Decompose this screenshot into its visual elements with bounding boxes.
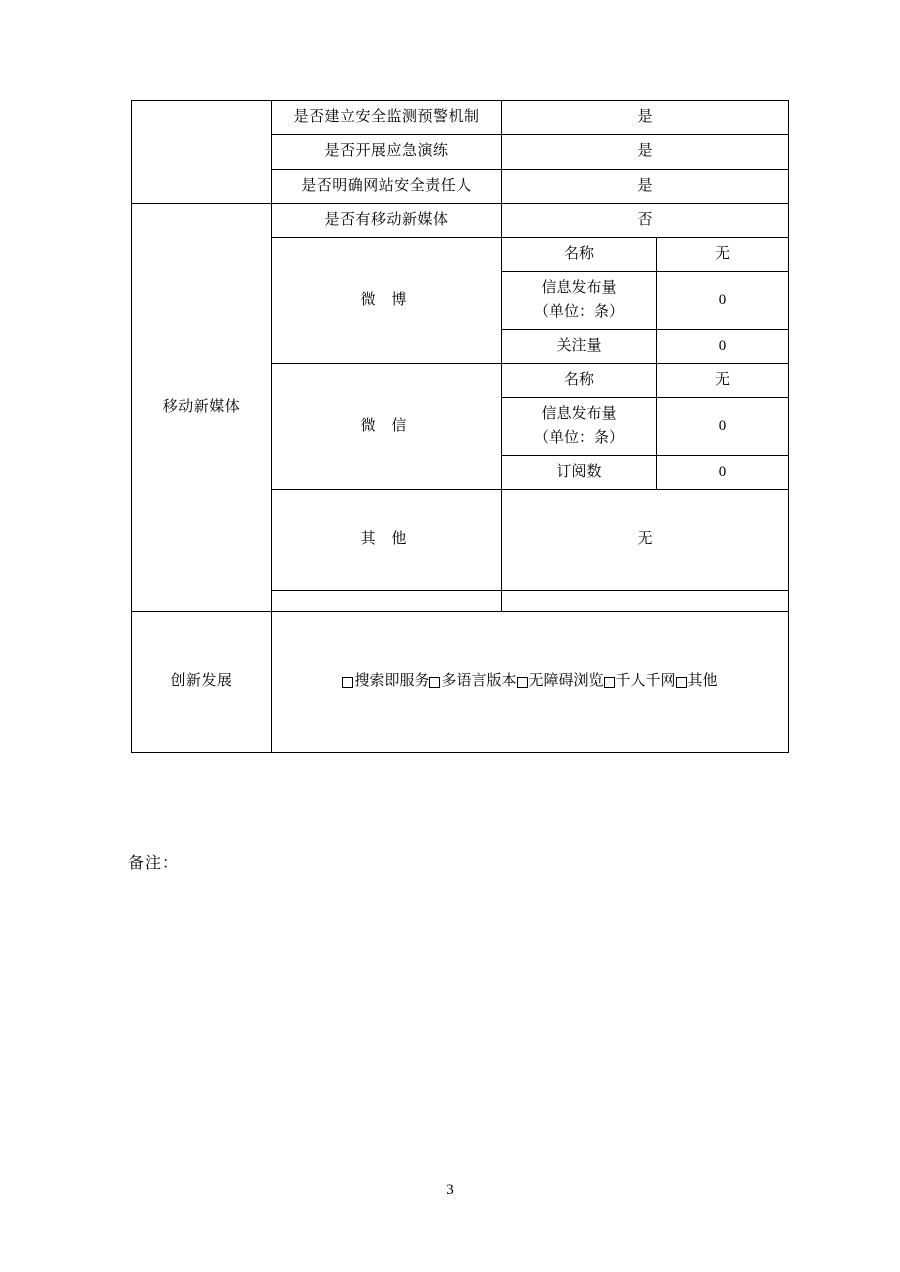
weibo-item-name-1: 名称 bbox=[502, 238, 657, 272]
page-number: 3 bbox=[446, 1182, 454, 1198]
other-media-label: 其 他 bbox=[272, 490, 502, 591]
checkbox-icon[interactable] bbox=[676, 677, 687, 688]
weixin-label: 微 信 bbox=[272, 364, 502, 490]
innovation-option-3-label: 无障碍浏览 bbox=[528, 673, 604, 690]
has-mobile-media-question: 是否有移动新媒体 bbox=[272, 203, 502, 237]
weixin-item-name-2-line1: 信息发布量 bbox=[541, 406, 617, 423]
table-row bbox=[132, 612, 789, 753]
innovation-option-2-label: 多语言版本 bbox=[441, 673, 517, 690]
weibo-item-value-2: 0 bbox=[657, 272, 789, 330]
security-answer-1: 是 bbox=[502, 101, 789, 135]
weibo-item-name-2-line2: （单位：条） bbox=[533, 303, 624, 320]
checkbox-icon[interactable] bbox=[517, 677, 528, 688]
weibo-label: 微 博 bbox=[272, 238, 502, 364]
weibo-item-value-3: 0 bbox=[657, 329, 789, 363]
table-row bbox=[132, 203, 789, 237]
checkbox-icon[interactable] bbox=[604, 677, 615, 688]
report-table bbox=[131, 100, 789, 753]
weibo-item-name-3: 关注量 bbox=[502, 329, 657, 363]
security-answer-3: 是 bbox=[502, 169, 789, 203]
remark-label: 备注： bbox=[128, 855, 180, 872]
has-mobile-media-answer: 否 bbox=[502, 203, 789, 237]
weixin-item-name-3: 订阅数 bbox=[502, 455, 657, 489]
weixin-item-name-2-line2: （单位：条） bbox=[533, 429, 624, 446]
weixin-item-value-2: 0 bbox=[657, 398, 789, 456]
weixin-item-value-3: 0 bbox=[657, 455, 789, 489]
innovation-option-4-label: 千人千网 bbox=[615, 673, 676, 690]
security-question-2: 是否开展应急演练 bbox=[272, 135, 502, 169]
security-section-label bbox=[132, 101, 272, 204]
mobile-media-section-label: 移动新媒体 bbox=[132, 203, 272, 611]
innovation-option-5[interactable] bbox=[676, 670, 718, 693]
innovation-option-1[interactable] bbox=[342, 670, 429, 693]
innovation-option-5-label: 其他 bbox=[687, 673, 718, 690]
security-question-1: 是否建立安全监测预警机制 bbox=[272, 101, 502, 135]
checkbox-icon[interactable] bbox=[342, 677, 353, 688]
weibo-item-value-1: 无 bbox=[657, 238, 789, 272]
other-media-value: 无 bbox=[502, 490, 789, 591]
innovation-options-cell bbox=[272, 612, 789, 753]
innovation-option-3[interactable] bbox=[517, 670, 604, 693]
media-spacer-right bbox=[502, 591, 789, 612]
table-row bbox=[132, 101, 789, 135]
checkbox-icon[interactable] bbox=[429, 677, 440, 688]
security-question-3: 是否明确网站安全责任人 bbox=[272, 169, 502, 203]
innovation-option-4[interactable] bbox=[604, 670, 676, 693]
security-answer-2: 是 bbox=[502, 135, 789, 169]
innovation-label: 创新发展 bbox=[132, 612, 272, 753]
weibo-item-name-2 bbox=[502, 272, 657, 330]
innovation-option-2[interactable] bbox=[429, 670, 516, 693]
weixin-item-name-1: 名称 bbox=[502, 364, 657, 398]
weixin-item-name-2 bbox=[502, 398, 657, 456]
weibo-item-name-2-line1: 信息发布量 bbox=[541, 280, 617, 297]
innovation-checkbox-group bbox=[276, 670, 784, 693]
innovation-option-1-label: 搜索即服务 bbox=[354, 673, 430, 690]
weixin-item-value-1: 无 bbox=[657, 364, 789, 398]
media-spacer-left bbox=[272, 591, 502, 612]
